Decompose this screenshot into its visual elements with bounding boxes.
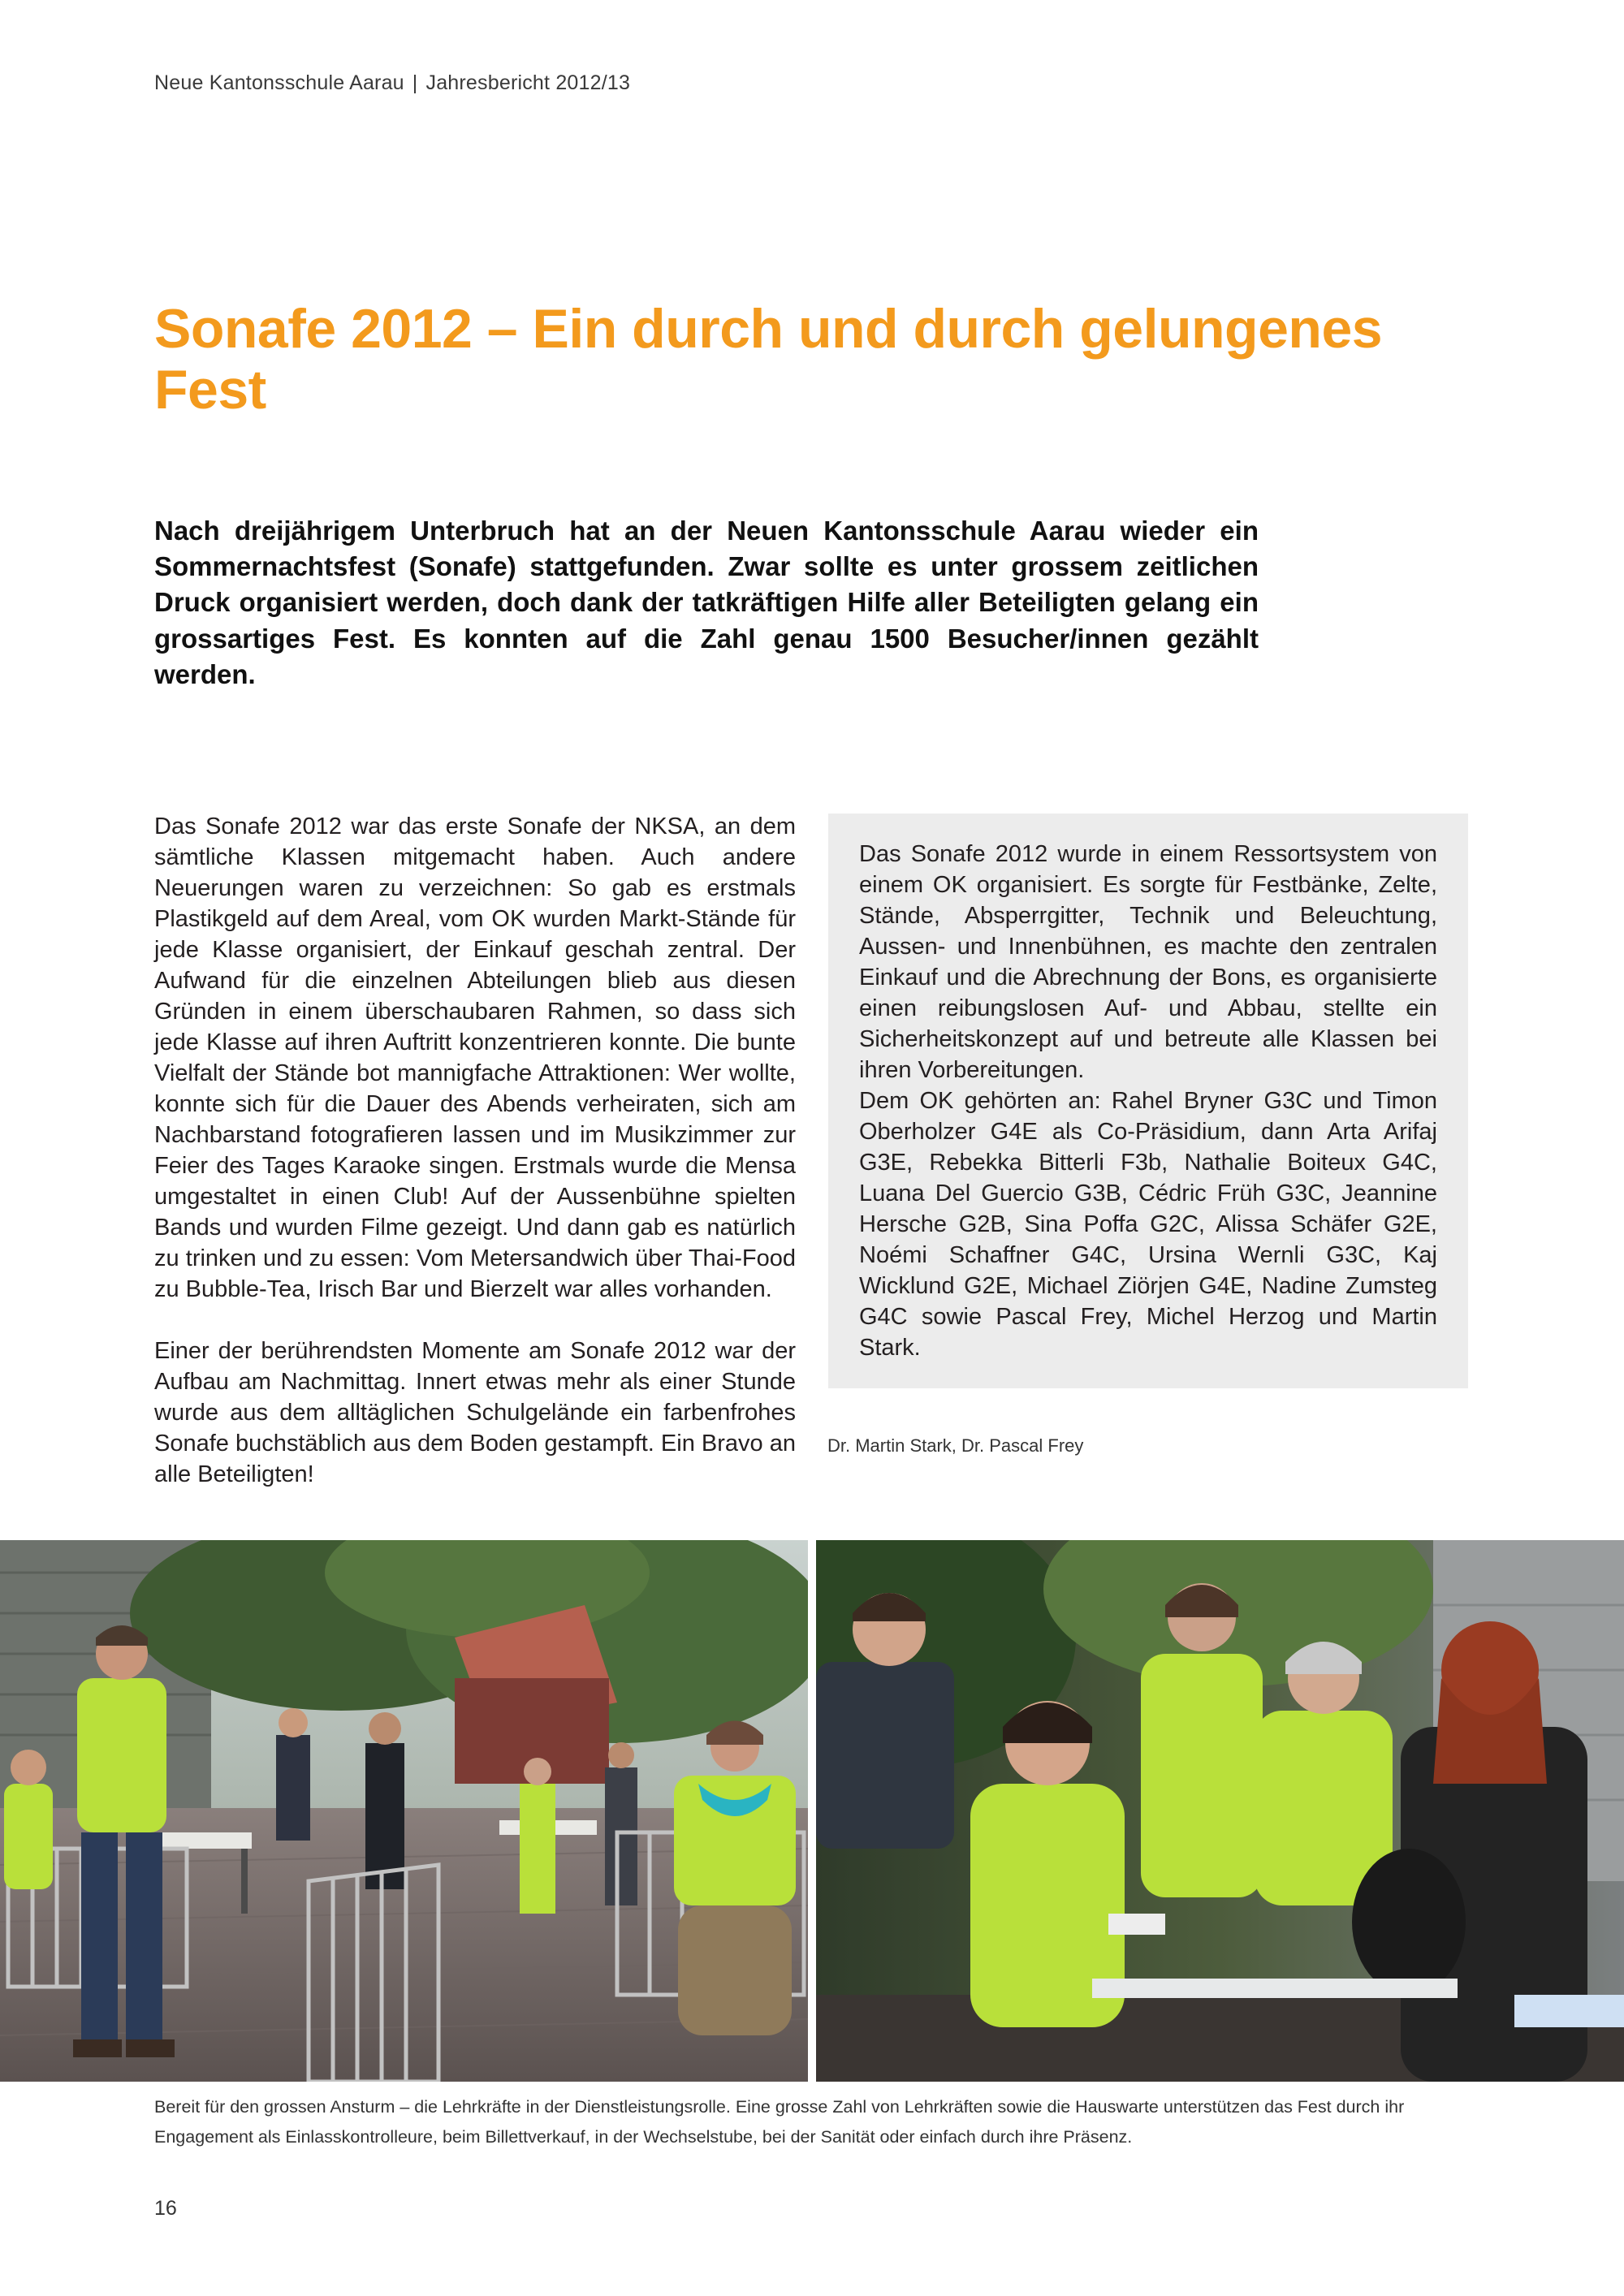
photo-ticket-sales-image (816, 1540, 1624, 2082)
school-name: Neue Kantonsschule Aarau (154, 71, 404, 94)
body-column (154, 812, 796, 1521)
header-separator: | (412, 71, 418, 94)
author-credit: Dr. Martin Stark, Dr. Pascal Frey (827, 1435, 1084, 1456)
photo-entrance-image (0, 1540, 808, 2082)
photo-ticket-sales (816, 1540, 1624, 2082)
page-number: 16 (154, 2197, 177, 2220)
photo-entrance (0, 1540, 808, 2082)
photo-caption: Bereit für den grossen Ansturm – die Lehrkräfte in der Dienstleistungsrolle. Eine grosse Zahl von Lehrkräften sowie die Hauswarte unterstützen das Fest durch ihr Engagement als Einlasskontrolleure, beim Billettverkauf, in der Wechselstube, bei der Sanität oder einfach durch ihre Präsenz. (154, 2097, 1405, 2147)
report-name: Jahresbericht 2012/13 (425, 71, 631, 94)
ok-info-box (828, 814, 1468, 1388)
sidebar-paragraph-1: Das Sonafe 2012 wurde in einem Ressortsystem von einem OK organisiert. Es sorgte für Festbänke, Zelte, Stände, Absperrgitter, Technik und Beleuchtung, Aussen- und Innenbühnen, es machte den zentralen Einkauf und die Abrechnung der Bons, es organisierte einen reibungslosen Auf- und Abbau, stellte ein Sicherheitskonzept auf und betreute alle Klassen bei ihren Vorbereitungen. (859, 841, 1437, 1083)
article-title: Sonafe 2012 – Ein durch und durch gelungenes Fest (154, 298, 1383, 421)
article-lead: Nach dreijährigem Unterbruch hat an der Neuen Kantonsschule Aarau wieder ein Sommernachtsfest (Sonafe) stattgefunden. Zwar sollte es unter grossem zeitlichen Druck organisiert werden, doch dank der tatkräftigen Hilfe aller Beteiligten gelang ein grossartiges Fest. Es konnten auf die Zahl genau 1500 Besucher/innen gezählt werden. (154, 516, 1259, 689)
sidebar-paragraph-2: Dem OK gehörten an: Rahel Bryner G3C und Timon Oberholzer G4E als Co-Präsidium, dann Arta Arifaj G3E, Rebekka Bitterli F3b, Nathalie Boiteux G4C, Luana Del Guercio G3B, Cédric Früh G3C, Jeannine Hersche G2B, Sina Poffa G2C, Alissa Schäfer G2E, Noémi Schaffner G4C, Ursina Wernli G3C, Kaj Wicklund G2E, Michael Ziörjen G4E, Nadine Zumsteg G4C sowie Pascal Frey, Michel Herzog und Martin Stark. (859, 1087, 1437, 1361)
running-head (154, 71, 630, 95)
body-paragraph-2: Einer der berührendsten Momente am Sonafe 2012 war der Aufbau am Nachmittag. Innert etwas mehr als einer Stunde wurde aus dem alltäglichen Schulgelände ein farbenfrohes Sonafe buchstäblich aus dem Boden gestampft. Ein Bravo an alle Beteiligten! (154, 1337, 796, 1487)
body-paragraph-1: Das Sonafe 2012 war das erste Sonafe der NKSA, an dem sämtliche Klassen mitgemacht haben. Auch andere Neuerungen waren zu verzeichnen: So gab es erstmals Plastikgeld auf dem Areal, vom OK wurden Markt-Stände für jede Klasse organisiert, der Einkauf geschah zentral. Der Aufwand für die einzelnen Abteilungen blieb aus diesen Gründen in einem überschaubaren Rahmen, so dass sich jede Klasse auf ihren Auftritt konzentrieren konnte. Die bunte Vielfalt der Stände bot mannigfache Attraktionen: Wer wollte, konnte sich für die Dauer des Abends verheiraten, sich am Nachbarstand fotografieren lassen und im Musikzimmer zur Feier des Tages Karaoke singen. Erstmals wurde die Mensa umgestaltet in einen Club! Auf der Aussenbühne spielten Bands und wurden Filme gezeigt. Und dann gab es natürlich zu trinken und zu essen: Vom Metersandwich über Thai-Food zu Bubble-Tea, Irisch Bar und Bierzelt war alles vorhanden. (154, 814, 796, 1302)
